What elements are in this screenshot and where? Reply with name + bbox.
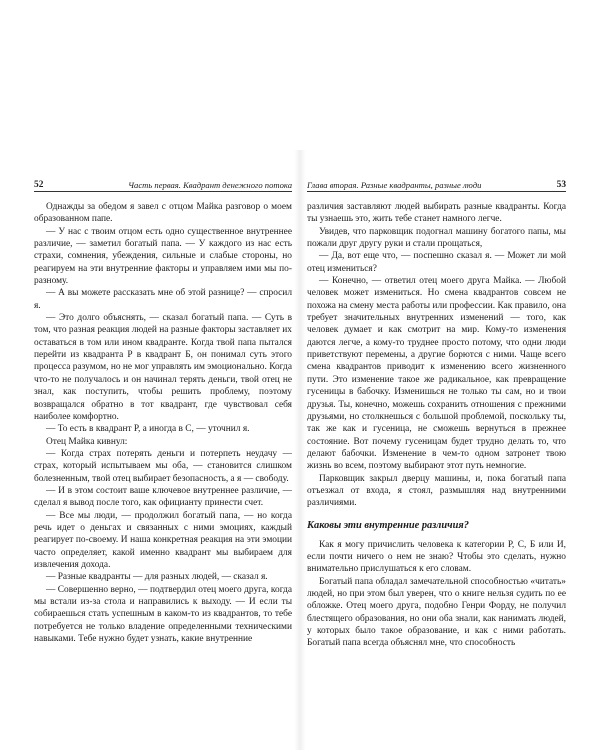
paragraph: — Все мы люди, — продолжил богатый папа, — но когда речь идет о деньгах и связанных с ними эмоциях, каждый реагирует по-своему. И наша конкретная реакция на эти эмоции часто определяет, какой именно квадрант мы выбираем для извлечения дохода. xyxy=(34,510,292,570)
page-number: 53 xyxy=(556,180,566,190)
left-page-text xyxy=(34,201,292,645)
page-number: 52 xyxy=(34,180,44,190)
paragraph: Богатый папа обладал замечательной способностью «читать» людей, но при этом был уверен, что о книге нельзя судить по ее обложке. Отец моего друга, подобно Генри Форду, не получил блестящего образования, но они оба знали, как нанимать людей, у которых было такое образование, и как с ними работать. Богатый папа всегда объяснял мне, что способность xyxy=(307,576,566,649)
running-title: Часть первая. Квадрант денежного потока xyxy=(128,180,292,190)
right-page xyxy=(307,178,566,750)
paragraph: — То есть в квадрант Р, а иногда в С, — уточнил я. xyxy=(46,424,250,435)
paragraph: — У нас с твоим отцом есть одно существенное внутреннее различие, — заметил богатый папа. — У каждого из нас есть страхи, сомнения, убеждения, сильные и слабые стороны, но реагируем на эти внутренние факторы и управляем ими мы по-разному. xyxy=(34,226,292,287)
running-title: Глава вторая. Разные квадранты, разные люди xyxy=(307,180,482,190)
paragraph: — Когда страх потерять деньги и потерпеть неудачу — страх, который испытываем мы оба, — становится слишком болезненным, твой отец выбирает безопасность, а я — свободу. xyxy=(34,448,292,484)
paragraph: — И в этом состоит ваше ключевое внутреннее различие, — сделал я вывод после того, как официанту принести счет. xyxy=(34,485,292,509)
right-running-head xyxy=(307,178,566,192)
book-gutter xyxy=(294,150,306,750)
paragraph: — Да, вот еще что, — поспешно сказал я. — Может ли мой отец измениться? xyxy=(307,251,566,274)
section-heading: Каковы эти внутренние различия? xyxy=(307,519,469,531)
paragraph: различия заставляют людей выбирать разные квадранты. Когда ты узнаешь это, жить тебе станет намного легче. xyxy=(307,202,566,225)
paragraph: Отец Майка кивнул: xyxy=(46,436,128,447)
paragraph: Парковщик закрыл дверцу машины, и, пока богатый папа отъезжал от входа, я стоял, размышляя над внутренними различиями. xyxy=(307,473,566,509)
paragraph: Однажды за обедом я завел с отцом Майка разговор о моем образованном папе. xyxy=(34,202,292,225)
left-running-head xyxy=(34,178,292,192)
paragraph: — Разные квадранты — для разных людей, — сказал я. xyxy=(46,572,268,583)
paragraph: Как я могу причислить человека к категории Р, С, Б или И, если почти ничего о нем не знаю? Чтобы это сделать, нужно внимательно прислушаться к его словам. xyxy=(307,539,566,575)
paragraph: Увидев, что парковщик подогнал машину богатого папы, мы пожали друг другу руки и стали прощаться, xyxy=(307,226,566,250)
left-page xyxy=(34,178,292,750)
paragraph: — Конечно, — ответил отец моего друга Майка. — Любой человек может измениться. Но смена квадрантов совсем не похожа на смену места работы или профессии. Как правило, она требует значительных внутренних изменений — того, как человек думает и как смотрит на мир. Кому-то изменения даются легче, а кому-то труднее просто потому, что одни люди приветствуют перемены, а другие борются с ними. Чаще всего смена квадрантов приводит к изменению всего жизненного пути. Это изменение такое же радикальное, как превращение гусеницы в бабочку. Изменишься не только ты сам, но и твои друзья. Ты, конечно, можешь сохранить отношения с прежними друзьями, но столкнешься с большой проблемой, поскольку ты, так же как и гусеница, не сможешь вернуться в прежнее состояние. Вот почему гусеницам будет трудно делать то, что делают бабочки. Изменение в чем-то одном затронет твою жизнь во всем, поэтому выбирают этот путь немногие. xyxy=(307,276,566,472)
right-page-text xyxy=(307,201,566,650)
paragraph: — Это долго объяснять, — сказал богатый папа. — Суть в том, что разная реакция людей на разные факторы заставляет их оставаться в том или ином квадранте. Когда твой папа пытался перейти из квадранта Р в квадрант Б, он понимал суть этого процесса разумом, но не мог управлять им эмоционально. Когда что-то не получалось и он начинал терять деньги, твой отец не знал, как поступить, чтобы решить проблему, поэтому возвращался обратно в тот квадрант, где чувствовал себя наиболее комфортно. xyxy=(34,313,292,422)
paragraph: — А вы можете рассказать мне об этой разнице? — спросил я. xyxy=(34,288,292,311)
paragraph: — Совершенно верно, — подтвердил отец моего друга, когда мы встали из-за стола и направились к выходу. — И если ты собираешься стать успешным в каком-то из квадрантов, то тебе потребуется не только владение определенными техническими навыками. Тебе нужно будет узнать, какие внутренние xyxy=(34,584,292,645)
